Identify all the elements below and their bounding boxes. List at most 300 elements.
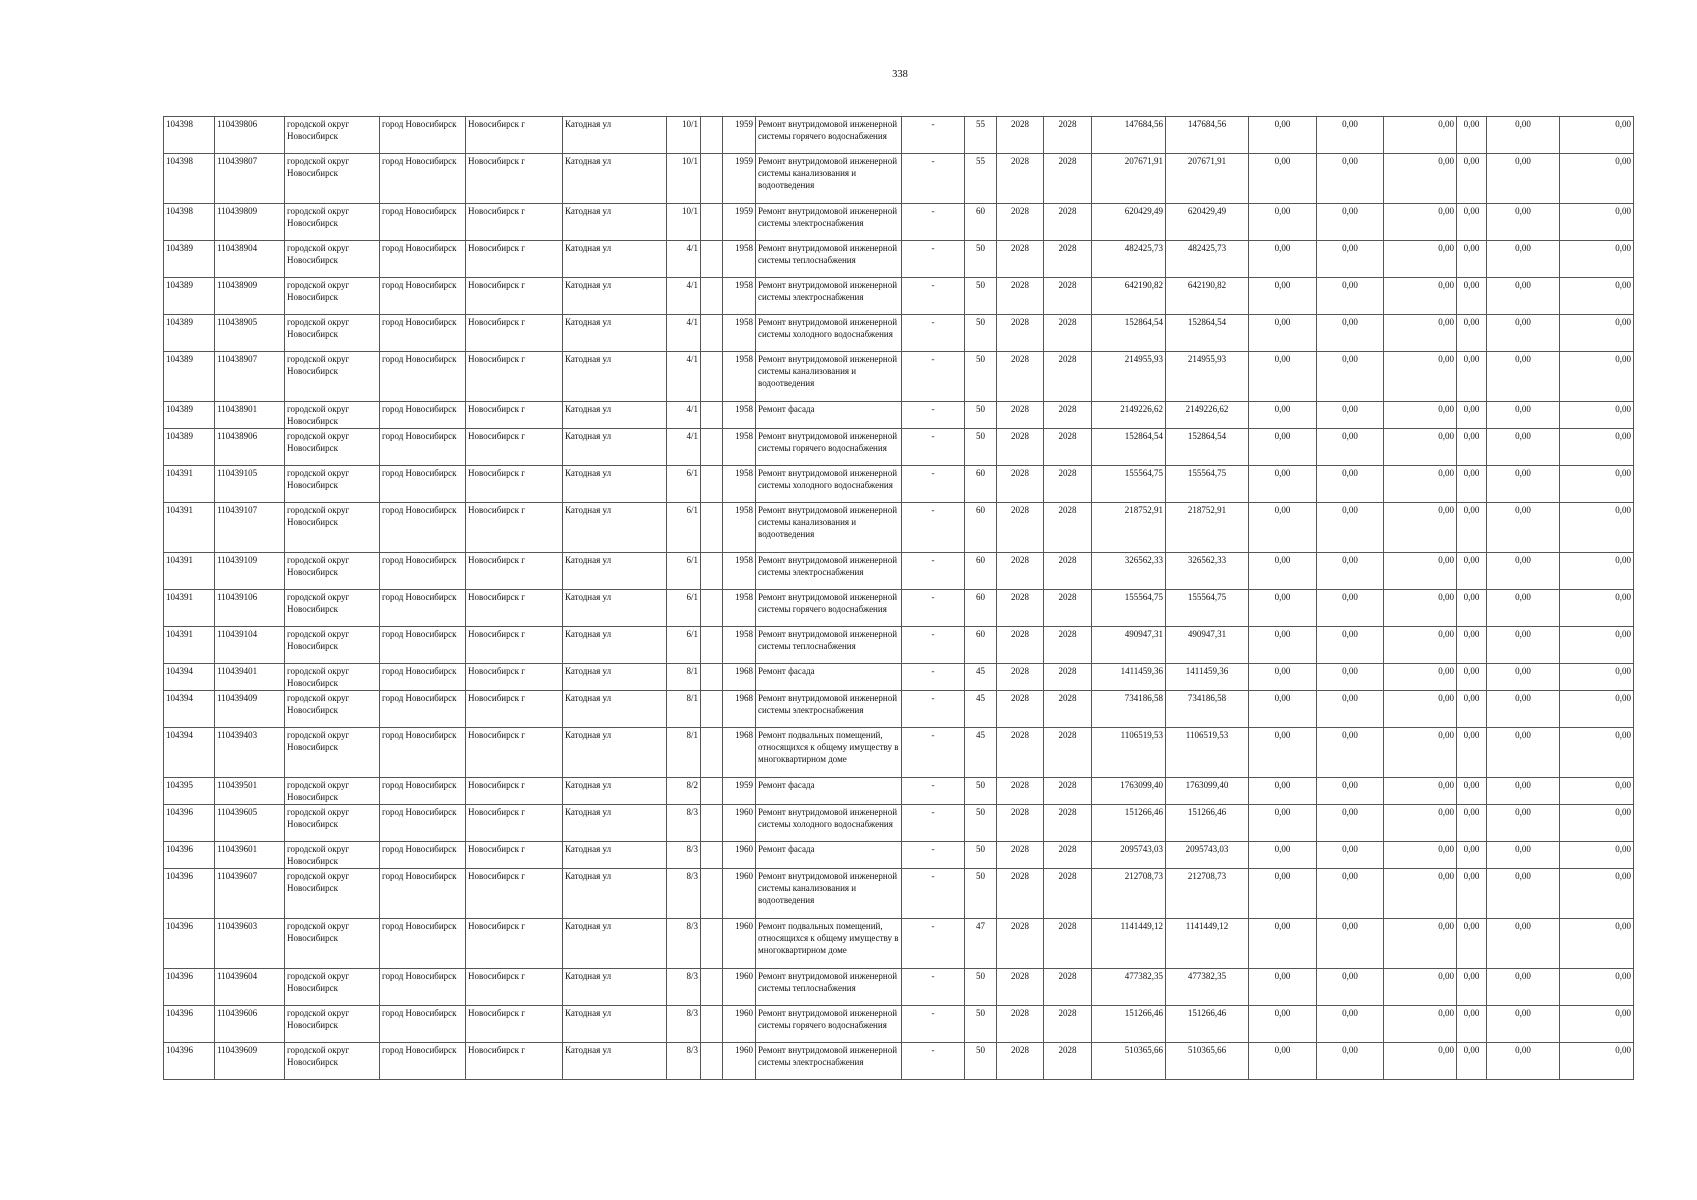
cell-locality: Новосибирск г [466, 728, 563, 778]
cell-house-number: 8/3 [667, 969, 701, 1006]
cell-cost-fund: 2095743,03 [1166, 842, 1249, 869]
cell-value-5: 0,00 [1487, 842, 1560, 869]
cell-value-5: 0,00 [1487, 691, 1560, 728]
cell-value-3: 0,00 [1384, 969, 1457, 1006]
cell-settlement: город Новосибирск [380, 869, 466, 919]
cell-house-number: 4/1 [667, 402, 701, 429]
cell-year-plan: 2028 [997, 466, 1044, 503]
cell-cost-total: 482425,73 [1092, 241, 1166, 278]
cell-value-3: 0,00 [1384, 154, 1457, 204]
cell-work-code: 110439603 [215, 919, 285, 969]
cell-municipal-district: городской округ Новосибирск [285, 1043, 380, 1080]
cell-street: Катодная ул [563, 627, 667, 664]
cell-street: Катодная ул [563, 429, 667, 466]
cell-year-plan: 2028 [997, 691, 1044, 728]
cell-municipal-district: городской округ Новосибирск [285, 1006, 380, 1043]
cell-municipal-district: городской округ Новосибирск [285, 278, 380, 315]
cell-build-year: 1960 [723, 842, 756, 869]
cell-municipal-district: городской округ Новосибирск [285, 691, 380, 728]
table-row [164, 691, 1634, 728]
cell-value-6: 0,00 [1560, 429, 1634, 466]
cell-year-plan: 2028 [997, 352, 1044, 402]
cell-cost-total: 155564,75 [1092, 590, 1166, 627]
cell-value-6: 0,00 [1560, 278, 1634, 315]
cell-value-6: 0,00 [1560, 778, 1634, 805]
cell-year-plan: 2028 [997, 805, 1044, 842]
cell-value-2: 0,00 [1317, 429, 1384, 466]
cell-value-3: 0,00 [1384, 590, 1457, 627]
cell-cost-fund: 734186,58 [1166, 691, 1249, 728]
cell-value-2: 0,00 [1317, 627, 1384, 664]
cell-house-number: 8/1 [667, 664, 701, 691]
cell-value-6: 0,00 [1560, 503, 1634, 553]
cell-year-fact: 2028 [1044, 778, 1092, 805]
cell-year-plan: 2028 [997, 117, 1044, 154]
cell-value-3: 0,00 [1384, 919, 1457, 969]
cell-work-code: 110439104 [215, 627, 285, 664]
cell-value-4: 0,00 [1457, 590, 1487, 627]
cell-street: Катодная ул [563, 278, 667, 315]
cell-street: Катодная ул [563, 352, 667, 402]
cell-value-3: 0,00 [1384, 691, 1457, 728]
cell-value-5: 0,00 [1487, 154, 1560, 204]
table-row [164, 352, 1634, 402]
cell-work-type: Ремонт внутридомовой инженерной системы горячего водоснабжения [756, 590, 902, 627]
cell-house-number: 6/1 [667, 466, 701, 503]
cell-year-fact: 2028 [1044, 969, 1092, 1006]
cell-year-fact: 2028 [1044, 429, 1092, 466]
cell-value-1: 0,00 [1249, 117, 1317, 154]
cell-municipal-district: городской округ Новосибирск [285, 402, 380, 429]
cell-cost-fund: 1106519,53 [1166, 728, 1249, 778]
cell-settlement: город Новосибирск [380, 805, 466, 842]
cell-locality: Новосибирск г [466, 869, 563, 919]
cell-street: Катодная ул [563, 1006, 667, 1043]
cell-wear-percent: 47 [965, 919, 997, 969]
cell-wear-percent: 50 [965, 842, 997, 869]
table-row [164, 402, 1634, 429]
cell-value-4: 0,00 [1457, 1043, 1487, 1080]
cell-value-1: 0,00 [1249, 553, 1317, 590]
cell-year-fact: 2028 [1044, 919, 1092, 969]
cell-value-5: 0,00 [1487, 627, 1560, 664]
cell-wear-percent: 50 [965, 315, 997, 352]
cell-value-6: 0,00 [1560, 1043, 1634, 1080]
cell-value-6: 0,00 [1560, 805, 1634, 842]
cell-record-id: 104398 [164, 154, 215, 204]
cell-cost-fund: 642190,82 [1166, 278, 1249, 315]
cell-settlement: город Новосибирск [380, 627, 466, 664]
cell-cost-fund: 2149226,62 [1166, 402, 1249, 429]
cell-build-year: 1958 [723, 553, 756, 590]
cell-street: Катодная ул [563, 241, 667, 278]
cell-value-3: 0,00 [1384, 466, 1457, 503]
cell-value-2: 0,00 [1317, 842, 1384, 869]
cell-value-1: 0,00 [1249, 402, 1317, 429]
cell-building [701, 919, 723, 969]
cell-build-year: 1968 [723, 664, 756, 691]
cell-settlement: город Новосибирск [380, 691, 466, 728]
cell-dash: - [902, 204, 965, 241]
cell-house-number: 8/2 [667, 778, 701, 805]
cell-building [701, 466, 723, 503]
cell-building [701, 1006, 723, 1043]
cell-cost-fund: 212708,73 [1166, 869, 1249, 919]
cell-record-id: 104389 [164, 241, 215, 278]
cell-year-fact: 2028 [1044, 728, 1092, 778]
cell-value-5: 0,00 [1487, 728, 1560, 778]
cell-value-5: 0,00 [1487, 778, 1560, 805]
cell-year-plan: 2028 [997, 241, 1044, 278]
cell-building [701, 241, 723, 278]
cell-value-4: 0,00 [1457, 664, 1487, 691]
cell-work-type: Ремонт внутридомовой инженерной системы теплоснабжения [756, 969, 902, 1006]
cell-value-6: 0,00 [1560, 117, 1634, 154]
cell-year-fact: 2028 [1044, 869, 1092, 919]
cell-cost-fund: 155564,75 [1166, 590, 1249, 627]
cell-year-fact: 2028 [1044, 805, 1092, 842]
cell-value-1: 0,00 [1249, 503, 1317, 553]
table-row [164, 627, 1634, 664]
cell-record-id: 104394 [164, 728, 215, 778]
cell-work-code: 110438905 [215, 315, 285, 352]
cell-cost-fund: 1763099,40 [1166, 778, 1249, 805]
cell-cost-fund: 151266,46 [1166, 1006, 1249, 1043]
cell-dash: - [902, 553, 965, 590]
cell-work-type: Ремонт внутридомовой инженерной системы электроснабжения [756, 691, 902, 728]
cell-value-2: 0,00 [1317, 728, 1384, 778]
table-row [164, 664, 1634, 691]
cell-build-year: 1958 [723, 466, 756, 503]
cell-value-5: 0,00 [1487, 352, 1560, 402]
cell-value-5: 0,00 [1487, 466, 1560, 503]
cell-house-number: 4/1 [667, 241, 701, 278]
cell-build-year: 1958 [723, 315, 756, 352]
cell-year-plan: 2028 [997, 1043, 1044, 1080]
cell-build-year: 1959 [723, 117, 756, 154]
cell-year-fact: 2028 [1044, 352, 1092, 402]
cell-street: Катодная ул [563, 805, 667, 842]
cell-cost-fund: 152864,54 [1166, 315, 1249, 352]
cell-work-code: 110439605 [215, 805, 285, 842]
cell-record-id: 104395 [164, 778, 215, 805]
cell-record-id: 104396 [164, 1043, 215, 1080]
cell-municipal-district: городской округ Новосибирск [285, 969, 380, 1006]
cell-year-fact: 2028 [1044, 1043, 1092, 1080]
cell-value-1: 0,00 [1249, 627, 1317, 664]
cell-cost-fund: 152864,54 [1166, 429, 1249, 466]
cell-year-plan: 2028 [997, 278, 1044, 315]
cell-wear-percent: 50 [965, 1006, 997, 1043]
cell-record-id: 104396 [164, 842, 215, 869]
cell-building [701, 503, 723, 553]
cell-street: Катодная ул [563, 402, 667, 429]
cell-locality: Новосибирск г [466, 1006, 563, 1043]
cell-settlement: город Новосибирск [380, 402, 466, 429]
cell-dash: - [902, 352, 965, 402]
cell-build-year: 1959 [723, 154, 756, 204]
cell-value-2: 0,00 [1317, 117, 1384, 154]
cell-dash: - [902, 778, 965, 805]
cell-value-4: 0,00 [1457, 154, 1487, 204]
cell-dash: - [902, 429, 965, 466]
cell-street: Катодная ул [563, 117, 667, 154]
cell-year-fact: 2028 [1044, 1006, 1092, 1043]
cell-locality: Новосибирск г [466, 503, 563, 553]
table-row [164, 869, 1634, 919]
table-row [164, 842, 1634, 869]
cell-year-fact: 2028 [1044, 154, 1092, 204]
cell-settlement: город Новосибирск [380, 969, 466, 1006]
cell-year-plan: 2028 [997, 429, 1044, 466]
cell-locality: Новосибирск г [466, 664, 563, 691]
cell-value-6: 0,00 [1560, 466, 1634, 503]
cell-cost-fund: 214955,93 [1166, 352, 1249, 402]
cell-building [701, 842, 723, 869]
cell-building [701, 315, 723, 352]
cell-cost-fund: 155564,75 [1166, 466, 1249, 503]
cell-value-5: 0,00 [1487, 590, 1560, 627]
table-row [164, 503, 1634, 553]
cell-record-id: 104391 [164, 553, 215, 590]
cell-work-type: Ремонт внутридомовой инженерной системы электроснабжения [756, 553, 902, 590]
cell-value-1: 0,00 [1249, 352, 1317, 402]
cell-value-3: 0,00 [1384, 664, 1457, 691]
cell-municipal-district: городской округ Новосибирск [285, 590, 380, 627]
cell-house-number: 6/1 [667, 590, 701, 627]
cell-value-3: 0,00 [1384, 553, 1457, 590]
cell-dash: - [902, 1043, 965, 1080]
cell-wear-percent: 50 [965, 778, 997, 805]
cell-value-3: 0,00 [1384, 117, 1457, 154]
cell-value-4: 0,00 [1457, 728, 1487, 778]
cell-record-id: 104396 [164, 805, 215, 842]
cell-work-code: 110439409 [215, 691, 285, 728]
cell-value-2: 0,00 [1317, 241, 1384, 278]
cell-work-code: 110439807 [215, 154, 285, 204]
cell-work-code: 110439401 [215, 664, 285, 691]
table-row [164, 429, 1634, 466]
cell-value-5: 0,00 [1487, 204, 1560, 241]
cell-dash: - [902, 728, 965, 778]
cell-value-4: 0,00 [1457, 805, 1487, 842]
cell-value-2: 0,00 [1317, 969, 1384, 1006]
table-row [164, 278, 1634, 315]
cell-value-1: 0,00 [1249, 1043, 1317, 1080]
cell-record-id: 104396 [164, 919, 215, 969]
page-number: 338 [892, 69, 908, 80]
cell-cost-total: 326562,33 [1092, 553, 1166, 590]
table-row [164, 1006, 1634, 1043]
cell-dash: - [902, 278, 965, 315]
cell-municipal-district: городской округ Новосибирск [285, 204, 380, 241]
cell-locality: Новосибирск г [466, 553, 563, 590]
cell-wear-percent: 50 [965, 402, 997, 429]
cell-value-2: 0,00 [1317, 204, 1384, 241]
cell-value-4: 0,00 [1457, 466, 1487, 503]
cell-record-id: 104394 [164, 664, 215, 691]
cell-building [701, 627, 723, 664]
cell-value-2: 0,00 [1317, 778, 1384, 805]
cell-settlement: город Новосибирск [380, 1043, 466, 1080]
cell-dash: - [902, 590, 965, 627]
cell-value-2: 0,00 [1317, 1043, 1384, 1080]
cell-municipal-district: городской округ Новосибирск [285, 842, 380, 869]
cell-value-6: 0,00 [1560, 842, 1634, 869]
cell-value-3: 0,00 [1384, 352, 1457, 402]
cell-dash: - [902, 402, 965, 429]
cell-dash: - [902, 466, 965, 503]
cell-municipal-district: городской округ Новосибирск [285, 919, 380, 969]
cell-settlement: город Новосибирск [380, 664, 466, 691]
cell-build-year: 1960 [723, 1043, 756, 1080]
cell-work-code: 110438907 [215, 352, 285, 402]
cell-value-6: 0,00 [1560, 869, 1634, 919]
cell-value-5: 0,00 [1487, 969, 1560, 1006]
cell-work-type: Ремонт внутридомовой инженерной системы холодного водоснабжения [756, 315, 902, 352]
cell-year-plan: 2028 [997, 590, 1044, 627]
cell-settlement: город Новосибирск [380, 553, 466, 590]
cell-value-1: 0,00 [1249, 691, 1317, 728]
cell-municipal-district: городской округ Новосибирск [285, 664, 380, 691]
cell-build-year: 1958 [723, 278, 756, 315]
cell-municipal-district: городской округ Новосибирск [285, 315, 380, 352]
cell-settlement: город Новосибирск [380, 503, 466, 553]
cell-value-5: 0,00 [1487, 503, 1560, 553]
cell-cost-total: 1141449,12 [1092, 919, 1166, 969]
cell-value-6: 0,00 [1560, 969, 1634, 1006]
cell-value-2: 0,00 [1317, 691, 1384, 728]
cell-building [701, 402, 723, 429]
cell-work-code: 110438909 [215, 278, 285, 315]
cell-record-id: 104389 [164, 402, 215, 429]
cell-locality: Новосибирск г [466, 466, 563, 503]
cell-building [701, 664, 723, 691]
cell-municipal-district: городской округ Новосибирск [285, 154, 380, 204]
cell-value-1: 0,00 [1249, 805, 1317, 842]
cell-municipal-district: городской округ Новосибирск [285, 429, 380, 466]
cell-street: Катодная ул [563, 919, 667, 969]
cell-work-code: 110439105 [215, 466, 285, 503]
cell-street: Катодная ул [563, 466, 667, 503]
cell-value-6: 0,00 [1560, 241, 1634, 278]
cell-value-5: 0,00 [1487, 117, 1560, 154]
cell-work-type: Ремонт фасада [756, 778, 902, 805]
cell-dash: - [902, 919, 965, 969]
cell-dash: - [902, 627, 965, 664]
cell-year-plan: 2028 [997, 315, 1044, 352]
cell-value-6: 0,00 [1560, 315, 1634, 352]
cell-value-6: 0,00 [1560, 402, 1634, 429]
cell-work-code: 110438906 [215, 429, 285, 466]
cell-cost-total: 1763099,40 [1092, 778, 1166, 805]
cell-wear-percent: 50 [965, 352, 997, 402]
cell-value-1: 0,00 [1249, 1006, 1317, 1043]
cell-value-4: 0,00 [1457, 117, 1487, 154]
cell-value-1: 0,00 [1249, 728, 1317, 778]
cell-street: Катодная ул [563, 842, 667, 869]
cell-build-year: 1958 [723, 241, 756, 278]
table-row [164, 204, 1634, 241]
cell-street: Катодная ул [563, 503, 667, 553]
cell-settlement: город Новосибирск [380, 778, 466, 805]
cell-year-fact: 2028 [1044, 204, 1092, 241]
cell-settlement: город Новосибирск [380, 590, 466, 627]
cell-value-1: 0,00 [1249, 919, 1317, 969]
cell-house-number: 4/1 [667, 315, 701, 352]
cell-record-id: 104391 [164, 627, 215, 664]
cell-value-2: 0,00 [1317, 466, 1384, 503]
cell-locality: Новосибирск г [466, 590, 563, 627]
cell-cost-fund: 147684,56 [1166, 117, 1249, 154]
cell-year-fact: 2028 [1044, 117, 1092, 154]
cell-value-4: 0,00 [1457, 204, 1487, 241]
cell-street: Катодная ул [563, 204, 667, 241]
cell-cost-total: 490947,31 [1092, 627, 1166, 664]
cell-value-3: 0,00 [1384, 869, 1457, 919]
cell-value-2: 0,00 [1317, 805, 1384, 842]
cell-record-id: 104396 [164, 1006, 215, 1043]
cell-value-4: 0,00 [1457, 429, 1487, 466]
cell-cost-total: 151266,46 [1092, 1006, 1166, 1043]
cell-building [701, 590, 723, 627]
cell-value-4: 0,00 [1457, 241, 1487, 278]
cell-street: Катодная ул [563, 969, 667, 1006]
cell-year-plan: 2028 [997, 664, 1044, 691]
cell-municipal-district: городской округ Новосибирск [285, 728, 380, 778]
cell-value-4: 0,00 [1457, 278, 1487, 315]
cell-record-id: 104391 [164, 590, 215, 627]
cell-work-type: Ремонт внутридомовой инженерной системы теплоснабжения [756, 241, 902, 278]
cell-value-3: 0,00 [1384, 842, 1457, 869]
cell-building [701, 1043, 723, 1080]
cell-value-4: 0,00 [1457, 1006, 1487, 1043]
cell-cost-fund: 510365,66 [1166, 1043, 1249, 1080]
cell-value-4: 0,00 [1457, 315, 1487, 352]
cell-year-plan: 2028 [997, 919, 1044, 969]
cell-value-5: 0,00 [1487, 429, 1560, 466]
cell-work-code: 110439809 [215, 204, 285, 241]
cell-work-code: 110439606 [215, 1006, 285, 1043]
cell-building [701, 728, 723, 778]
cell-locality: Новосибирск г [466, 778, 563, 805]
cell-cost-total: 2095743,03 [1092, 842, 1166, 869]
cell-house-number: 8/1 [667, 728, 701, 778]
cell-street: Катодная ул [563, 664, 667, 691]
cell-year-fact: 2028 [1044, 664, 1092, 691]
cell-settlement: город Новосибирск [380, 117, 466, 154]
cell-value-1: 0,00 [1249, 315, 1317, 352]
cell-value-4: 0,00 [1457, 691, 1487, 728]
cell-wear-percent: 50 [965, 278, 997, 315]
cell-build-year: 1958 [723, 352, 756, 402]
cell-work-code: 110438904 [215, 241, 285, 278]
cell-house-number: 6/1 [667, 553, 701, 590]
cell-value-5: 0,00 [1487, 241, 1560, 278]
cell-record-id: 104389 [164, 429, 215, 466]
cell-street: Катодная ул [563, 553, 667, 590]
cell-build-year: 1958 [723, 503, 756, 553]
cell-year-plan: 2028 [997, 627, 1044, 664]
cell-wear-percent: 60 [965, 204, 997, 241]
table-row [164, 117, 1634, 154]
cell-value-3: 0,00 [1384, 429, 1457, 466]
cell-year-fact: 2028 [1044, 503, 1092, 553]
cell-value-1: 0,00 [1249, 241, 1317, 278]
cell-locality: Новосибирск г [466, 117, 563, 154]
cell-house-number: 8/1 [667, 691, 701, 728]
cell-locality: Новосибирск г [466, 315, 563, 352]
